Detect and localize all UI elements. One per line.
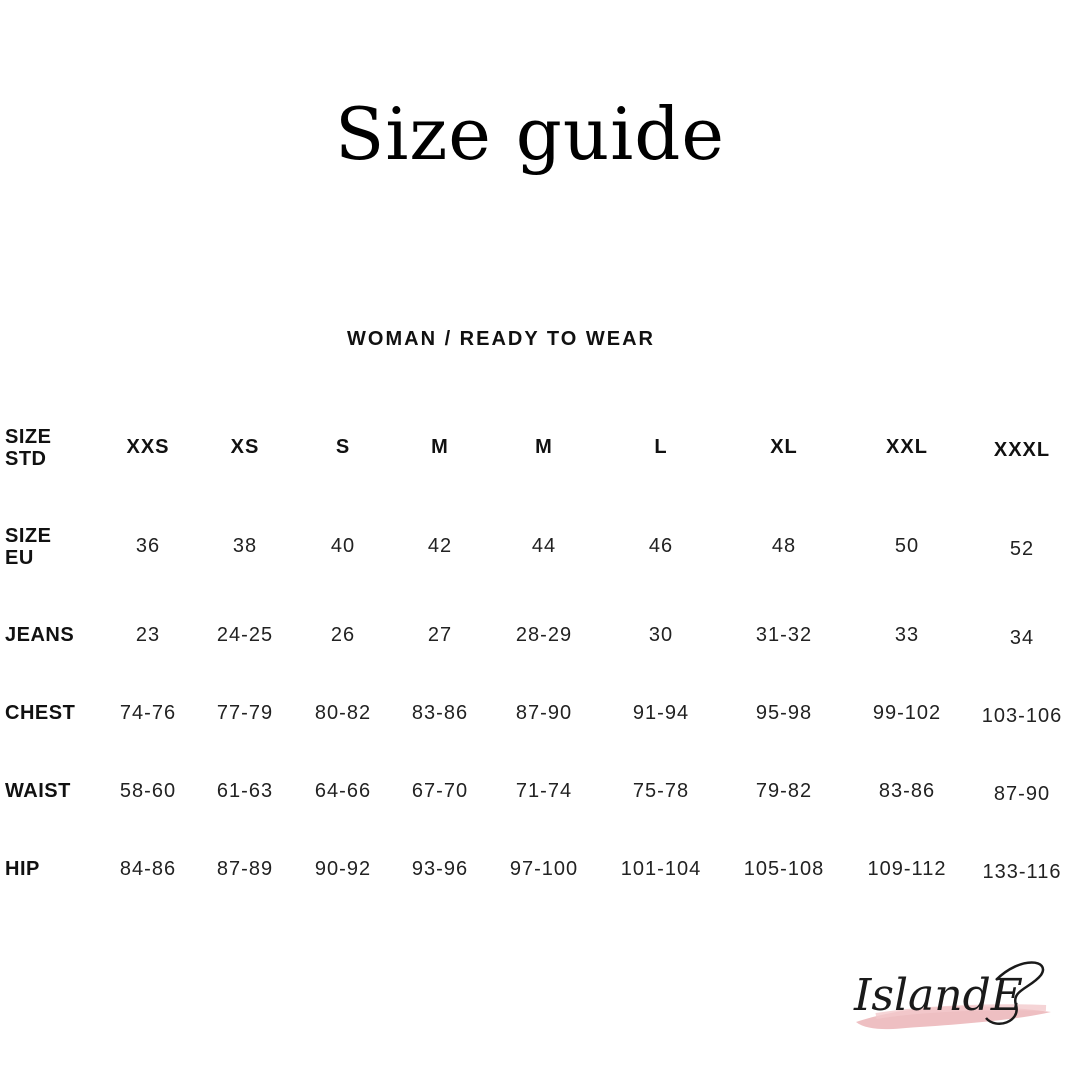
row-label-waist: WAIST xyxy=(5,780,71,802)
table-cell-chest: 80-82 xyxy=(314,702,372,724)
table-cell-hip: 84-86 xyxy=(119,858,177,880)
table-cell-hip: 101-104 xyxy=(620,858,702,880)
table-cell-hip: 133-116 xyxy=(982,861,1062,883)
table-cell-size-std: XXS xyxy=(126,436,170,458)
table-cell-chest: 91-94 xyxy=(632,702,690,724)
table-cell-size-eu: 36 xyxy=(135,535,161,557)
table-cell-hip: 97-100 xyxy=(509,858,579,880)
table-cell-size-std: M xyxy=(535,436,553,458)
table-cell-size-eu: 44 xyxy=(531,535,557,557)
table-cell-jeans: 26 xyxy=(330,624,356,646)
table-cell-size-eu: 38 xyxy=(232,535,258,557)
table-cell-waist: 58-60 xyxy=(119,780,177,802)
row-label-jeans: JEANS xyxy=(5,624,75,646)
table-cell-chest: 95-98 xyxy=(755,702,813,724)
table-cell-jeans: 34 xyxy=(1009,627,1035,649)
table-cell-size-eu: 48 xyxy=(771,535,797,557)
table-cell-waist: 83-86 xyxy=(878,780,936,802)
table-cell-chest: 103-106 xyxy=(981,705,1063,727)
logo-wordmark: IslandE xyxy=(854,970,1023,1021)
table-cell-waist: 67-70 xyxy=(411,780,469,802)
table-cell-chest: 99-102 xyxy=(872,702,942,724)
page-title: Size guide xyxy=(335,92,725,176)
row-label-hip: HIP xyxy=(5,858,40,880)
table-cell-size-std: XS xyxy=(230,436,260,458)
table-cell-size-eu: 40 xyxy=(330,535,356,557)
table-cell-jeans: 31-32 xyxy=(755,624,813,646)
table-cell-size-eu: 52 xyxy=(1009,538,1035,560)
table-cell-hip: 93-96 xyxy=(411,858,469,880)
row-label-size-std: SIZE STD xyxy=(5,426,52,470)
table-cell-chest: 83-86 xyxy=(411,702,469,724)
table-cell-waist: 64-66 xyxy=(314,780,372,802)
table-cell-size-std: XXXL xyxy=(993,439,1051,461)
table-cell-jeans: 33 xyxy=(894,624,920,646)
table-cell-size-std: XL xyxy=(770,436,798,458)
brand-logo xyxy=(846,950,1056,1045)
table-cell-size-eu: 42 xyxy=(427,535,453,557)
table-cell-waist: 79-82 xyxy=(755,780,813,802)
row-label-chest: CHEST xyxy=(5,702,76,724)
table-cell-chest: 77-79 xyxy=(216,702,274,724)
table-cell-hip: 87-89 xyxy=(216,858,274,880)
row-label-size-eu: SIZE EU xyxy=(5,525,52,569)
table-cell-hip: 105-108 xyxy=(743,858,825,880)
table-cell-jeans: 27 xyxy=(427,624,453,646)
table-cell-size-std: XXL xyxy=(886,436,928,458)
table-cell-waist: 87-90 xyxy=(993,783,1051,805)
table-cell-chest: 87-90 xyxy=(515,702,573,724)
table-cell-jeans: 23 xyxy=(135,624,161,646)
table-cell-size-std: L xyxy=(654,436,668,458)
table-cell-chest: 74-76 xyxy=(119,702,177,724)
table-cell-jeans: 30 xyxy=(648,624,674,646)
table-cell-hip: 90-92 xyxy=(314,858,372,880)
table-cell-jeans: 28-29 xyxy=(515,624,573,646)
table-subtitle: WOMAN / READY TO WEAR xyxy=(347,328,655,350)
table-cell-jeans: 24-25 xyxy=(216,624,274,646)
table-cell-waist: 61-63 xyxy=(216,780,274,802)
table-cell-hip: 109-112 xyxy=(867,858,947,880)
table-cell-waist: 71-74 xyxy=(515,780,573,802)
table-cell-waist: 75-78 xyxy=(632,780,690,802)
table-cell-size-eu: 50 xyxy=(894,535,920,557)
table-cell-size-eu: 46 xyxy=(648,535,674,557)
table-cell-size-std: S xyxy=(335,436,351,458)
table-cell-size-std: M xyxy=(431,436,449,458)
